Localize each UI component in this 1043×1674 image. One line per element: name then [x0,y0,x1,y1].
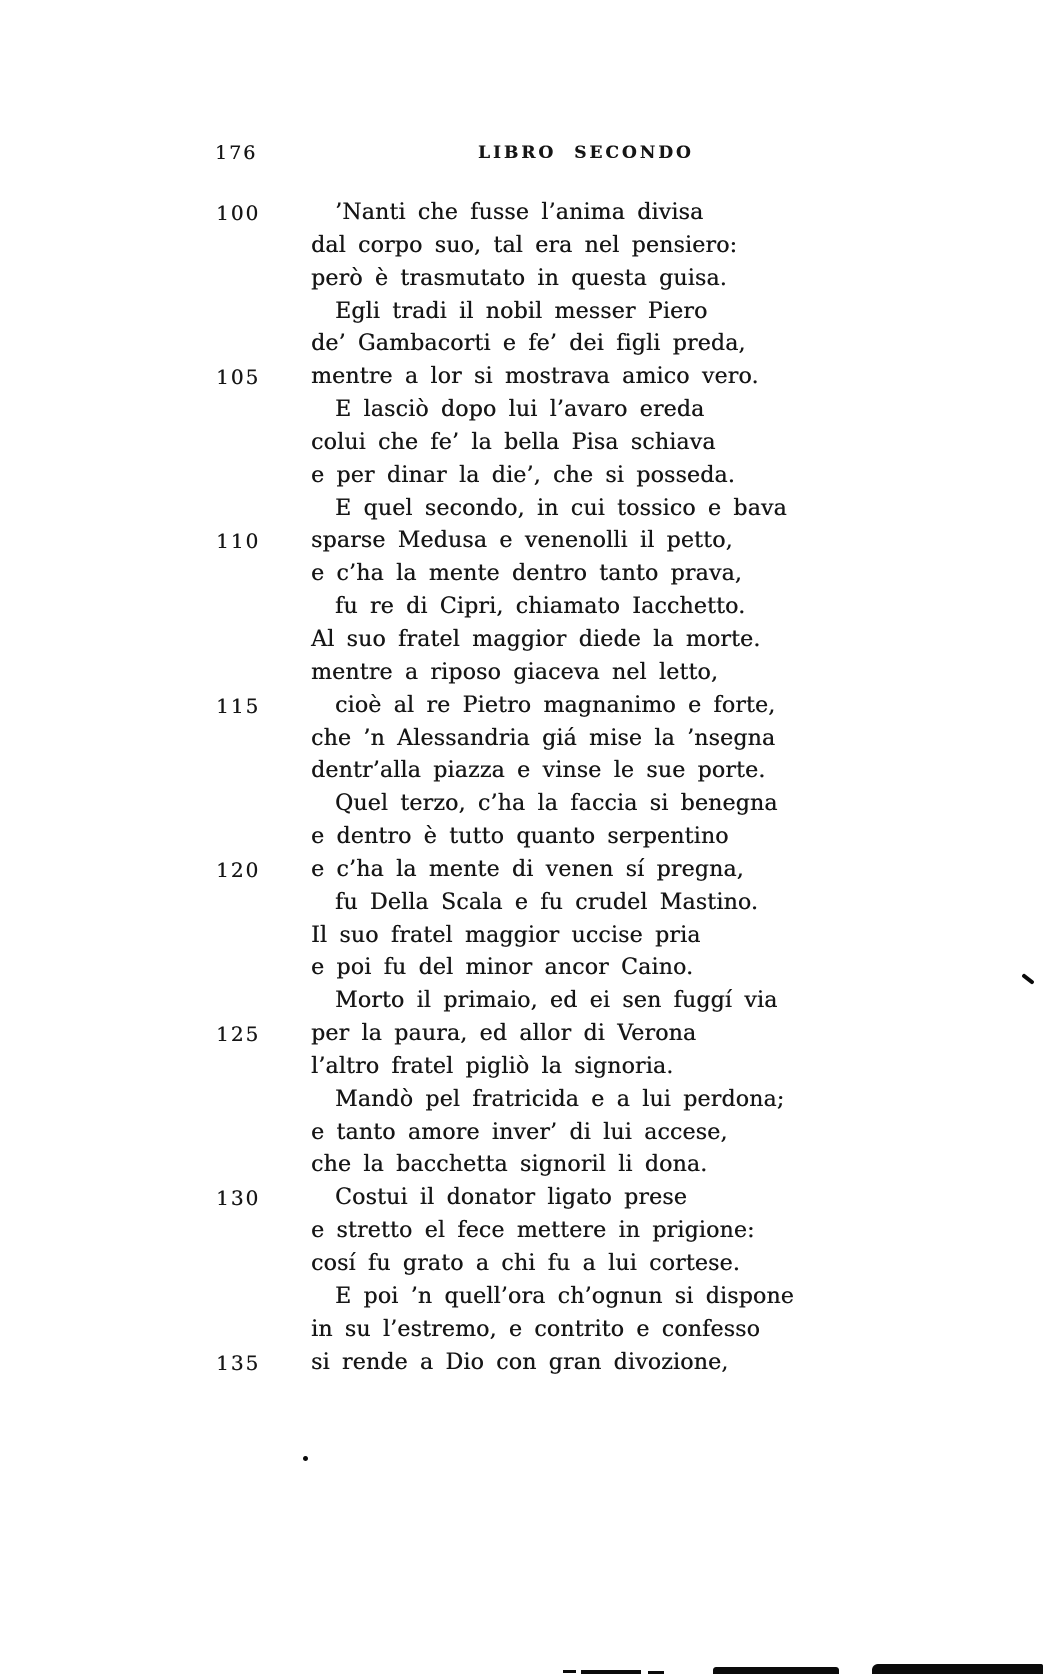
verse-line [0,493,1043,526]
verse-line-text: e per dinar la die’, che si posseda. [311,462,735,488]
verse-line-text: mentre a lor si mostrava amico vero. [311,364,759,390]
verse-line-text: sparse Medusa e venenolli il petto, [311,528,733,554]
verse-line [0,361,1043,394]
verse-line [0,263,1043,296]
verse-line-number: 115 [216,693,261,718]
scan-artifact-dot [303,1456,308,1461]
verse-line [0,1084,1043,1117]
verse-line-text: cioè al re Pietro magnanimo e forte, [335,692,776,718]
scan-artifact-bottom-strip [563,1670,576,1673]
verse-line-text: e c’ha la mente di venen sí pregna, [311,856,744,882]
verse-line-text: E lasciò dopo lui l’avaro ereda [335,397,705,423]
poem-text-block [0,197,1043,1379]
verse-line-text: ’Nanti che fusse l’anima divisa [335,200,704,225]
verse-line-text: in su l’estremo, e contrito e confesso [311,1316,761,1342]
verse-line [0,854,1043,887]
verse-line [0,985,1043,1018]
verse-line-text: de’ Gambacorti e fe’ dei figli preda, [311,331,746,357]
verse-line [0,755,1043,788]
verse-line-text: però è trasmutato in questa guisa. [311,265,727,291]
verse-line [0,591,1043,624]
verse-line-text: e stretto el fece mettere in prigione: [311,1218,755,1244]
verse-line [0,1182,1043,1215]
verse-line-text: colui che fe’ la bella Pisa schiava [311,429,716,455]
verse-line [0,920,1043,953]
scan-artifact-bottom-strip [872,1664,1043,1674]
verse-line-number: 105 [216,365,261,390]
verse-line [0,427,1043,460]
verse-line-number: 110 [216,529,261,554]
verse-line [0,788,1043,821]
verse-line-text: dal corpo suo, tal era nel pensiero: [311,232,738,258]
verse-line-text: Egli tradi il nobil messer Piero [335,298,708,324]
verse-line [0,460,1043,493]
verse-line [0,1248,1043,1281]
verse-line-text: e tanto amore inver’ di lui accese, [311,1119,728,1145]
verse-line-text: dentr’alla piazza e vinse le sue porte. [311,758,766,784]
verse-line-text: e dentro è tutto quanto serpentino [311,824,729,850]
verse-line-text: e poi fu del minor ancor Caino. [311,955,694,981]
verse-line-text: E poi ’n quell’ora ch’ognun si dispone [335,1283,794,1309]
verse-line-text: Al suo fratel maggior diede la morte. [311,626,761,652]
verse-line [0,296,1043,329]
verse-line-text: si rende a Dio con gran divozione, [311,1349,729,1375]
verse-line [0,394,1043,427]
verse-line-text: Il suo fratel maggior uccise pria [311,922,701,948]
verse-line [0,197,1043,230]
running-title: LIBRO SECONDO [478,143,694,163]
verse-line-text: per la paura, ed allor di Verona [311,1021,697,1047]
verse-line-text: E quel secondo, in cui tossico e bava [335,495,787,521]
verse-line-text: che ’n Alessandria giá mise la ’nsegna [311,725,776,751]
verse-line [0,1347,1043,1380]
verse-line-text: l’altro fratel pigliò la signoria. [311,1053,674,1079]
verse-line-number: 100 [216,201,261,225]
verse-line [0,558,1043,591]
verse-line [0,723,1043,756]
verse-line [0,821,1043,854]
scan-artifact-bottom-strip [581,1670,641,1674]
page-number: 176 [215,142,258,164]
verse-line-number: 135 [216,1350,261,1375]
verse-line [0,1117,1043,1150]
verse-line [0,525,1043,558]
verse-line-number: 130 [216,1186,261,1211]
verse-line [0,230,1043,263]
verse-line [0,657,1043,690]
verse-line-text: che la bacchetta signoril li dona. [311,1152,708,1178]
verse-line [0,1018,1043,1051]
verse-line-text: Mandò pel fratricida e a lui perdona; [335,1086,785,1112]
verse-line [0,690,1043,723]
verse-line-number: 125 [216,1022,261,1047]
verse-line [0,1281,1043,1314]
verse-line-text: cosí fu grato a chi fu a lui cortese. [311,1251,740,1276]
verse-line [0,328,1043,361]
verse-line [0,624,1043,657]
verse-line [0,1314,1043,1347]
verse-line-number: 120 [216,857,261,882]
verse-line-text: e c’ha la mente dentro tanto prava, [311,561,742,587]
verse-line [0,952,1043,985]
verse-line [0,1215,1043,1248]
verse-line [0,887,1043,920]
scan-artifact-bottom-strip [713,1667,839,1674]
verse-line-text: fu re di Cipri, chiamato Iacchetto. [335,594,746,620]
verse-line-text: Quel terzo, c’ha la faccia si benegna [335,791,778,817]
verse-line [0,1051,1043,1084]
verse-line-text: Morto il primaio, ed ei sen fuggí via [335,988,778,1014]
verse-line-text: Costui il donator ligato prese [335,1185,687,1211]
verse-line-text: mentre a riposo giaceva nel letto, [311,659,719,685]
verse-line-text: fu Della Scala e fu crudel Mastino. [335,889,759,915]
verse-line [0,1149,1043,1182]
